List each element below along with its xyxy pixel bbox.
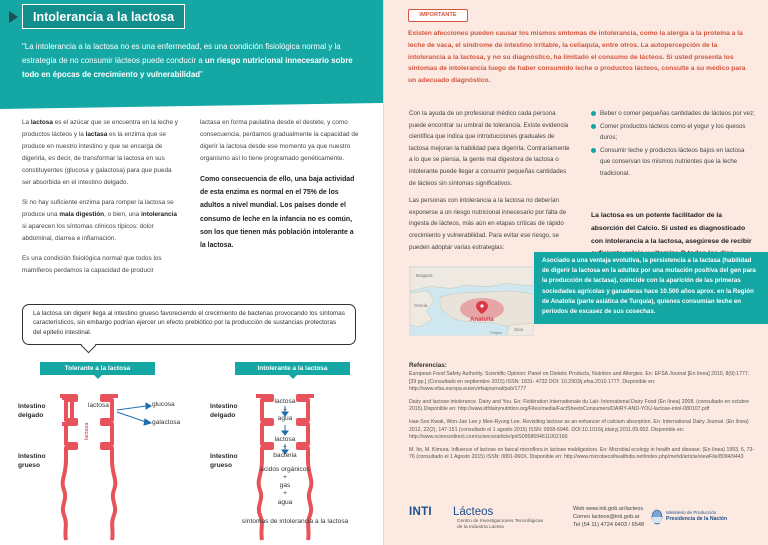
- contact-web[interactable]: Web www.inti.gob.ar/lacteos: [573, 506, 644, 512]
- intro-text: "La intolerancia a la lactosa no es una enfermedad, es una condición fisiológica normal y la estrategia de no consumir lácteos puede conducir a: [22, 42, 341, 65]
- paragraph-riesgo: Las personas con intolerancia a la lactosa no deberían exponerse a un riesgo nutricional innecesario por falta de ingesta de lácteos, más aún en etapas críticas de rápido crecimiento y vulnerabilidad. Para evitar ese riesgo, se pueden adoptar varias estrategias:: [409, 197, 567, 251]
- ministerio-block: [666, 510, 727, 522]
- list-item: Beber o comer pequeñas cantidades de lácteos por vez;: [591, 108, 756, 120]
- list-item: Consumir leche y productos lácteos bajos en lactosa que conservan los mismos nutrientes que la leche tradicional.: [591, 145, 756, 180]
- paragraph-mala-digestion: Si no hay suficiente enzima para romper la lactosa se produce una mala digestión, o bien, una intolerancia si aparecen los síntomas clínicos típicos: dolor abdominal, diarrea e inflamación.: [22, 199, 177, 242]
- anatolia-map: [409, 266, 534, 336]
- references-list: [409, 371, 756, 467]
- paragraph-umbral: Con la ayuda de un profesional médico cada persona puede encontrar su umbral de tolerancia. Existe evidencia científica que indica que introducciones graduales de lactosa mejoran la habilidad para digerirla. Contrariamente a lo que se piensa, la gente mal digestora de lactosa o intolerante puede llegar a consumir pequeñas cantidades de lácteos sin síntomas significativos.: [409, 110, 570, 187]
- agua-1: agua: [277, 415, 293, 422]
- intro-close: ": [200, 70, 203, 79]
- reference-item: M. Ito, M. Kimura. Influence of lactose on faecal microflora in lactose maldigestors. En: Microbial ecology in health and disease. (En línea) 1993, 6, 73-76 (consultado el 1 Agosto 2015) ISSN: 0891-060X. Disponible en: http://www.microbecolhealthdis.net/index.php/mehd/article/viewFile/8094/9443: [409, 446, 755, 461]
- bacteria-label: bacteria: [273, 452, 297, 459]
- tolerant-arrows: [117, 403, 151, 425]
- map-label-chipre: Chipre: [490, 330, 502, 335]
- paragraph-condicion: Es una condición fisiológica normal que todos los mamíferos perdamos la capacidad de producir: [22, 255, 162, 274]
- tolerant-large-intestine: [63, 460, 116, 540]
- ministerio-label: Ministerio de Producción: [666, 510, 717, 515]
- anatolia-box: Asociado a una ventaja evolutiva, la persistencia a la lactasa (habilidad de digerir la lactosa en la adultez por una mutación positiva del gen para la producción de lactasa), coincide con la aparición de las primeras sociedades agrícolas y ganaderas hace 10.500 años aprox. en la Región de Anatolia (parte asiática de Turquía), quienes consumían leche en períodos de escasez de sus cosechas.: [534, 252, 768, 324]
- intolerant-intestino-delgado: Intestino delgado: [210, 403, 238, 419]
- sintomas-label: síntomas de intolerancia a la lactosa: [241, 518, 349, 525]
- intolerant-lactosa-1: lactosa: [274, 398, 296, 405]
- coat-of-arms-icon: [651, 509, 663, 525]
- intro-quote: [22, 40, 367, 82]
- references-title: Referencias:: [409, 362, 447, 369]
- map-graphic: [410, 267, 534, 336]
- centro-line-1: Centro de Investigaciones Tecnológicas: [457, 519, 544, 524]
- intolerant-intestino-grueso: Intestino grueso: [210, 453, 238, 469]
- title-marker: [9, 11, 18, 23]
- text-column-2: [200, 117, 360, 260]
- centro-line-2: de la Industria Láctea: [457, 525, 504, 531]
- tolerant-intestino-delgado: Intestino delgado: [18, 403, 46, 419]
- gas-label: gas: [279, 482, 291, 489]
- reference-item: Dairy and lactose intolerance. Dairy and You. En: Fédération Internationale du Lait- International Dairy Food (En línea) 2008. (consultado en octubre 2015).Disponible en: http://www.idfdairynutrition.org/Files/media/FactSheetsConsumers/DAIRY-AND-YOU-lactose-intol-080107.pdf: [409, 398, 749, 413]
- contact-info: [573, 505, 644, 529]
- intolerant-header: Intolerante a la lactosa: [235, 362, 350, 375]
- importante-text: Existen afecciones pueden causar los mismos síntomas de intolerancia, como la alergia a la proteína a la leche de vaca, el síndrome de intestino irritable, la celiaquía, entre otros. La autopercepción de la intolerancia a la lactosa, y no su diagnóstico, ha limitado el consumo de lácteos. Si usted presenta los síntomas de intolerancia luego de haber consumido leche o productos lácteos, consulte a su médico para un adecuado diagnóstico.: [408, 30, 746, 85]
- plus-4: +: [283, 490, 287, 497]
- inti-logo: INTI: [409, 506, 432, 518]
- text-column-1: [22, 117, 182, 285]
- plus-3: +: [283, 474, 287, 481]
- importante-tag: IMPORTANTE: [408, 9, 468, 22]
- galactosa-label: galactosa: [152, 419, 181, 426]
- reference-item: Hae-Soo Kwak, Won-Jae Lee y Mee-Ryung Lee. Revisiting lactose as an enhancer of calcium absorption. En: International Dairy Journal. (En línea) 2012, 22(2), 147-151 (consultado el 1 agosto 2015) ISSN: 0958-6946. DOI:10.1016/j.idairyj.2011.09.002. Disponible en: http://www.sciencedirect.com/science/article/pii/S0958694611002160: [409, 418, 749, 441]
- calcio-note: La lactosa es un potente facilitador de la absorción del Calcio. Si usted es diagnosticado con intolerancia a la lactosa, asegúrese de recibir: [591, 212, 752, 245]
- page-title-box: [22, 4, 185, 29]
- map-label-bulgaria: Bulgaria: [416, 273, 433, 278]
- paragraph-lactasa: lactasa en forma paulatina desde el destete, y como consecuencia, perdamos gradualmente la capacidad de digerir la lactosa desde ese momento ya que nuestro organismo así lo tiene programado genéticamente.: [200, 119, 359, 162]
- tolerant-intestino-grueso: Intestino grueso: [18, 453, 46, 469]
- lacteos-logo-text: Lácteos: [453, 506, 494, 518]
- map-label-anatolia: Anatolia: [470, 317, 494, 323]
- plus-2: +: [283, 444, 287, 451]
- map-label-siria: Siria: [514, 327, 524, 332]
- reference-item: European Food Safety Authority. Scientific Opinion: Panel on Dietetic Products, Nutrition and Allergies. En: EFSA Journal [En línea] 2010, 8(9):1777. [29 pp.] (Consultado en septiembre 2015) ISSN: 1831- 4732 DOI: 10.2903/j.efsa.2010.1777. Disponible en: http://www.efsa.europa.eu/en/efsajournal/pub/1777: [409, 371, 750, 393]
- plus-1: +: [283, 407, 287, 414]
- strategy-list: [591, 108, 756, 181]
- intolerant-lactosa-2: lactosa: [274, 436, 296, 443]
- contact-phone: Tel (54 11) 4724 6403 / 6548: [573, 522, 645, 528]
- contact-email[interactable]: Correo lacteos@inti.gob.ar: [573, 514, 640, 520]
- lactasa-vertical-label: lactasa: [84, 422, 90, 440]
- tolerant-lactosa: lactosa: [88, 402, 109, 409]
- agua-2: agua: [277, 499, 293, 506]
- list-item: Comer productos lácteos como el yogur y los quesos duros;: [591, 121, 756, 144]
- paragraph-lactosa: La lactosa es el azúcar que se encuentra en la leche y productos lácteos y la lactasa es la enzima que se produce en nuestro intestino y que se encarga de digerirla, es decir, de transformar la lactosa en sus constituyentes (glucosa y galactosa) para que pueda ser absorbida en el intestino delgado.: [22, 119, 178, 186]
- speech-bubble-text: La lactosa sin digerir llega al intestino grueso favoreciendo el crecimiento de bacterias provocando los síntomas característicos, sin embargo podrían ejercer un efecto prebiótico por la producción de sustancias protectoras del epitelio intestinal.: [33, 310, 345, 336]
- speech-bubble: [22, 304, 356, 345]
- paragraph-consecuencia: Como consecuencia de ello, una baja actividad de esta enzima es normal en el 75% de los adultos a nivel mundial. Los países donde el consumo de leche en la infancia no es común, son los que tienen más población intolerante a la lactosa.: [200, 176, 355, 250]
- page-title: Intolerancia a la lactosa: [33, 9, 175, 24]
- intro-bold: un riesgo nutricional innecesario sobre todo en épocas de crecimiento y vulnerabilidad: [22, 56, 353, 79]
- centro-description: [457, 519, 543, 532]
- glucosa-label: glucosa: [152, 401, 175, 408]
- tolerant-header: Tolerante a la lactosa: [40, 362, 155, 375]
- presidencia-label: Presidencia de la Nación: [666, 516, 728, 522]
- acidos-label: ácidos orgánicos: [260, 466, 310, 473]
- right-text-column-1: [409, 108, 573, 259]
- map-label-grecia: Grecia: [414, 303, 428, 308]
